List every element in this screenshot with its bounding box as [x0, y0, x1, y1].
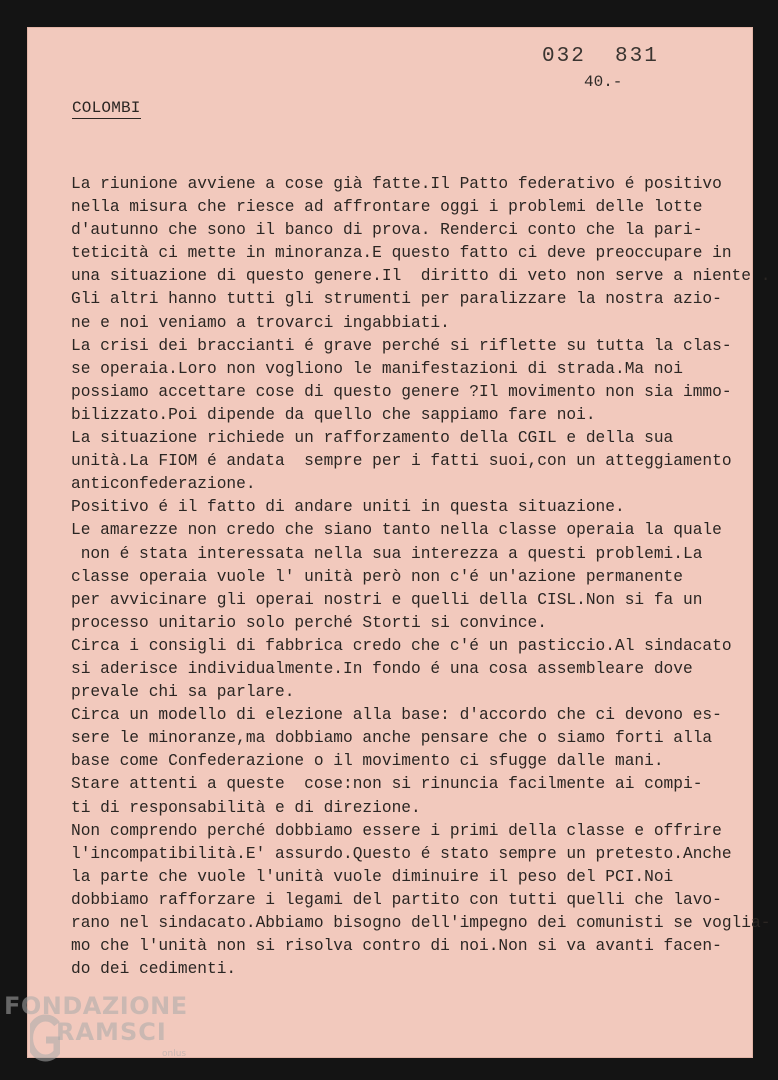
- text-line: dobbiamo rafforzare i legami del partito con tutti quelli che lavo-: [71, 890, 722, 909]
- text-line: la parte che vuole l'unità vuole diminuire il peso del PCI.Noi: [71, 867, 674, 886]
- page-number: 40.-: [584, 73, 623, 91]
- text-line: ne e noi veniamo a trovarci ingabbiati.: [71, 313, 450, 332]
- text-line: unità.La FIOM é andata sempre per i fatti suoi,con un atteggiamento: [71, 452, 732, 471]
- text-line: Positivo é il fatto di andare uniti in questa situazione.: [71, 498, 625, 517]
- text-line: La riunione avviene a cose già fatte.Il Patto federativo é positivo: [71, 175, 722, 193]
- typed-text-body: [71, 173, 771, 981]
- text-line: sere le minoranze,ma dobbiamo anche pensare che o siamo forti alla: [71, 729, 713, 748]
- fondazione-gramsci-watermark: [4, 992, 204, 1072]
- text-line: bilizzato.Poi dipende da quello che sappiamo fare noi.: [71, 405, 596, 424]
- document-page: [27, 27, 771, 1058]
- text-line: ti di responsabilità e di direzione.: [71, 798, 421, 817]
- text-line: Le amarezze non credo che siano tanto nella classe operaia la quale: [71, 521, 722, 540]
- text-line: si aderisce individualmente.In fondo é una cosa assembleare dove: [71, 659, 693, 678]
- text-line: d'autunno che sono il banco di prova. Renderci conto che la pari-: [71, 221, 703, 240]
- text-line: una situazione di questo genere.Il diritto di veto non serve a niente .: [71, 267, 771, 286]
- watermark-line1: FONDAZIONE: [4, 992, 188, 1020]
- speaker-heading: COLOMBI: [72, 99, 141, 117]
- text-line: Gli altri hanno tutti gli strumenti per paralizzare la nostra azio-: [71, 290, 722, 309]
- text-line: se operaia.Loro non vogliono le manifestazioni di strada.Ma noi: [71, 359, 683, 378]
- text-line: possiamo accettare cose di questo genere ?Il movimento non sia immo-: [71, 382, 732, 401]
- text-line: do dei cedimenti.: [71, 960, 237, 979]
- text-line: non é stata interessata nella sua interezza a questi problemi.La: [71, 544, 703, 563]
- text-line: Circa un modello di elezione alla base: d'accordo che ci devono es-: [71, 706, 722, 725]
- text-line: nella misura che riesce ad affrontare oggi i problemi delle lotte: [71, 198, 703, 217]
- text-line: anticonfederazione.: [71, 475, 256, 494]
- text-line: prevale chi sa parlare.: [71, 683, 295, 702]
- archive-number: 032 831: [542, 45, 659, 68]
- text-line: La crisi dei braccianti é grave perché si riflette su tutta la clas-: [71, 336, 732, 355]
- text-line: teticità ci mette in minoranza.E questo fatto ci deve preoccupare in: [71, 244, 732, 263]
- text-line: per avvicinare gli operai nostri e quelli della CISL.Non si fa un: [71, 590, 703, 609]
- text-line: classe operaia vuole l' unità però non c'é un'azione permanente: [71, 567, 683, 586]
- text-line: Non comprendo perché dobbiamo essere i primi della classe e offrire: [71, 821, 722, 840]
- text-line: mo che l'unità non si risolva contro di noi.Non si va avanti facen-: [71, 937, 722, 956]
- text-line: processo unitario solo perché Storti si convince.: [71, 613, 547, 632]
- text-line: Circa i consigli di fabbrica credo che c'é un pasticcio.Al sindacato: [71, 636, 732, 655]
- text-line: l'incompatibilità.E' assurdo.Questo é stato sempre un pretesto.Anche: [71, 844, 732, 863]
- text-line: rano nel sindacato.Abbiamo bisogno dell'impegno dei comunisti se voglia-: [71, 914, 771, 932]
- watermark-line2: RAMSCI: [56, 1018, 167, 1046]
- watermark-subtitle: onlus: [162, 1049, 187, 1059]
- text-line: base come Confederazione o il movimento ci sfugge dalle mani.: [71, 752, 664, 771]
- text-line: Stare attenti a queste cose:non si rinuncia facilmente ai compi-: [71, 775, 703, 794]
- text-line: La situazione richiede un rafforzamento della CGIL e della sua: [71, 429, 674, 448]
